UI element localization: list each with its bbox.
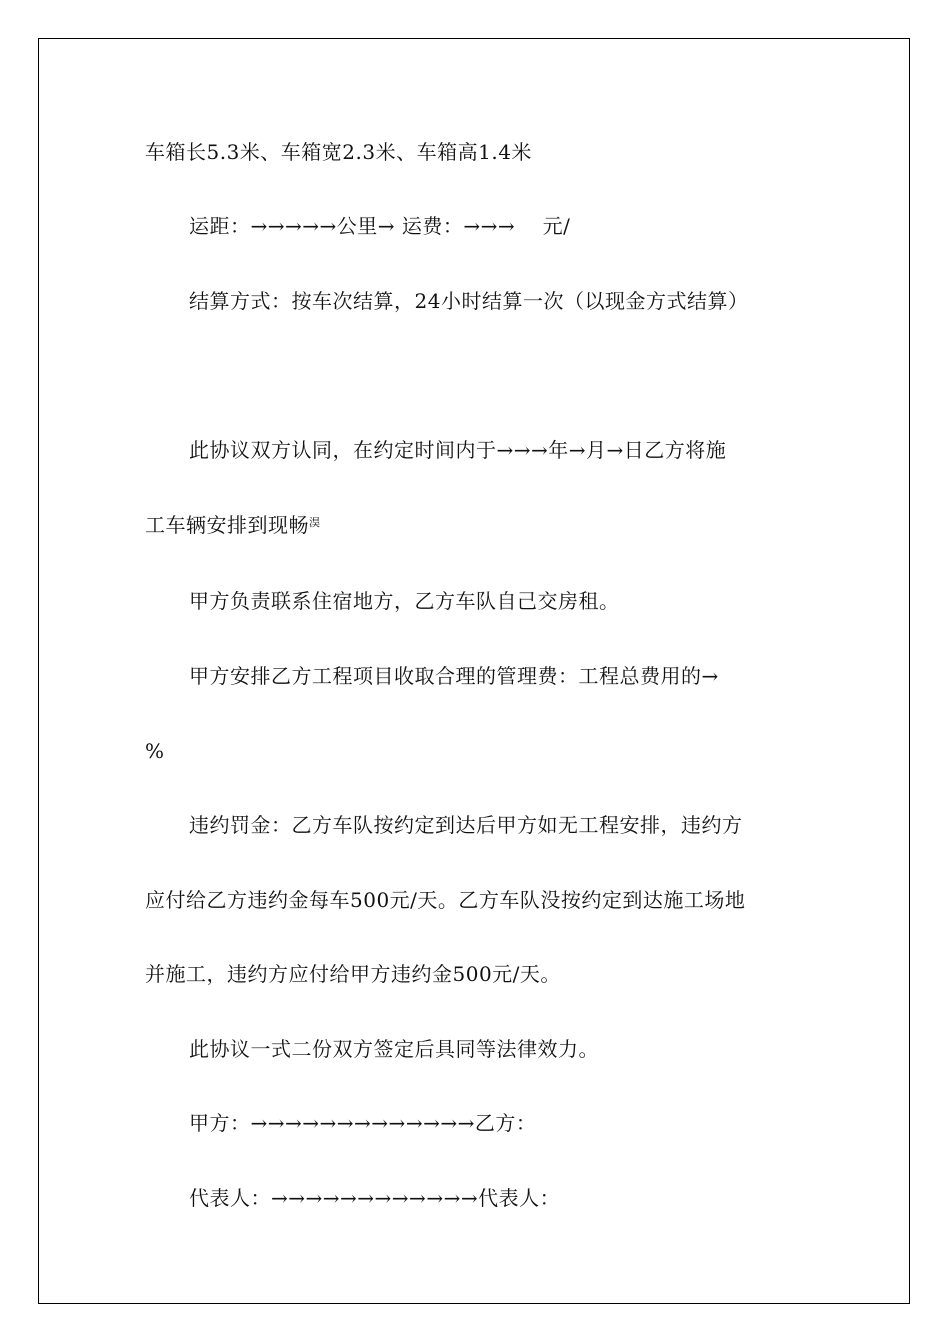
settlement-method-line: 结算方式：按车次结算，24小时结算一次（以现金方式结算） xyxy=(189,289,749,313)
percent-line: % xyxy=(145,739,165,763)
agreement-time-line: 此协议双方认同，在约定时间内于→→→年→月→日乙方将施 xyxy=(189,438,727,462)
vehicle-arrangement-line xyxy=(145,513,321,537)
distance-freight-line: 运距：→→→→→公里→ 运费：→→→ 元/ xyxy=(189,214,571,238)
management-fee-line: 甲方安排乙方工程项目收取合理的管理费：工程总费用的→ xyxy=(189,664,719,688)
party-signature-line: 甲方：→→→→→→→→→→→→→乙方： xyxy=(189,1111,537,1135)
penalty-line-3: 并施工，违约方应付给甲方违约金500元/天。 xyxy=(145,962,561,986)
truck-box-dimensions: 车箱长5.3米、车箱宽2.3米、车箱高1.4米 xyxy=(145,140,532,164)
small-glyph: 淏 xyxy=(309,516,321,529)
penalty-line-1: 违约罚金：乙方车队按约定到达后甲方如无工程安排，违约方 xyxy=(189,813,743,837)
vehicle-arrangement-text: 工车辆安排到现畅 xyxy=(145,513,309,537)
representative-signature-line: 代表人：→→→→→→→→→→→→代表人： xyxy=(189,1186,561,1210)
accommodation-line: 甲方负责联系住宿地方，乙方车队自己交房租。 xyxy=(189,589,620,613)
legal-effect-line: 此协议一式二份双方签定后具同等法律效力。 xyxy=(189,1037,599,1061)
penalty-line-2: 应付给乙方违约金每车500元/天。乙方车队没按约定到达施工场地 xyxy=(145,888,746,912)
